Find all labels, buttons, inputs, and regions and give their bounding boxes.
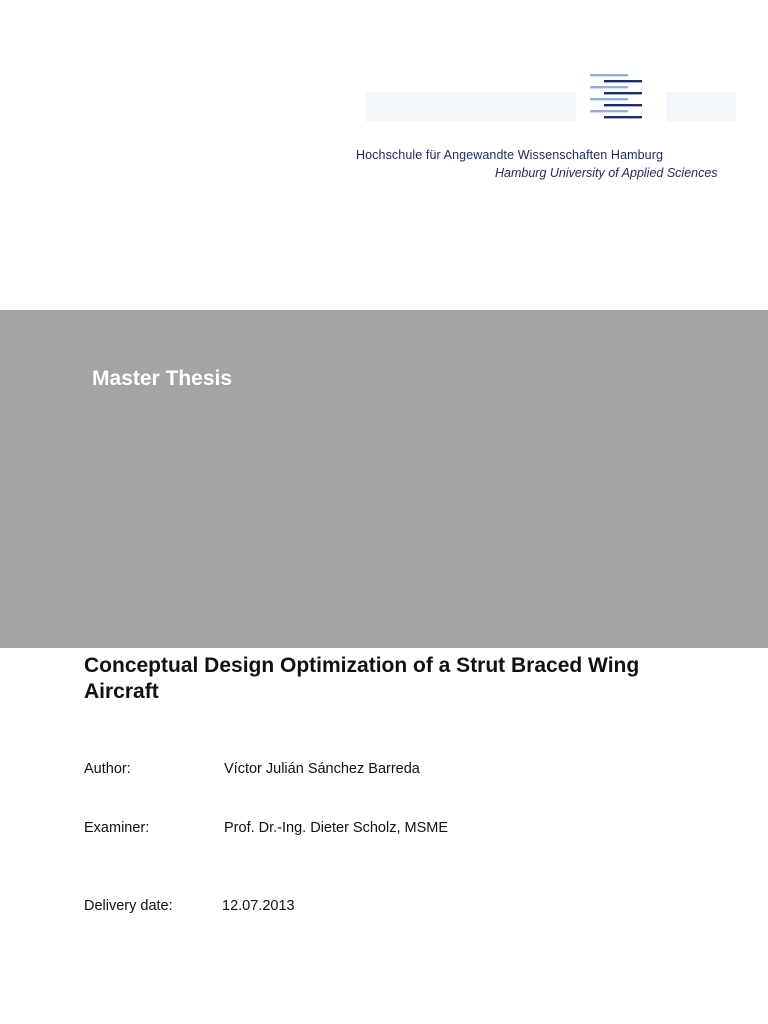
examiner-label: Examiner: — [84, 820, 150, 836]
university-logo — [356, 70, 746, 182]
thesis-type-label: Master Thesis — [92, 367, 233, 390]
delivery-date-label: Delivery date: — [84, 898, 173, 914]
institution-name-german: Hochschule für Angewandte Wissenschaften Hamburg — [356, 148, 664, 162]
thesis-type-banner — [0, 310, 768, 648]
examiner-value: Prof. Dr.-Ing. Dieter Scholz, MSME — [224, 820, 449, 836]
author-value: Víctor Julián Sánchez Barreda — [224, 761, 420, 777]
delivery-date-value: 12.07.2013 — [222, 898, 295, 914]
author-label: Author: — [84, 761, 131, 777]
logo-wordmark-graphic — [366, 88, 736, 128]
institution-name-english: Hamburg University of Applied Sciences — [495, 166, 718, 180]
thesis-title: Conceptual Design Optimization of a Strut Braced Wing Aircraft — [84, 654, 640, 703]
logo-lines-icon — [590, 74, 650, 126]
